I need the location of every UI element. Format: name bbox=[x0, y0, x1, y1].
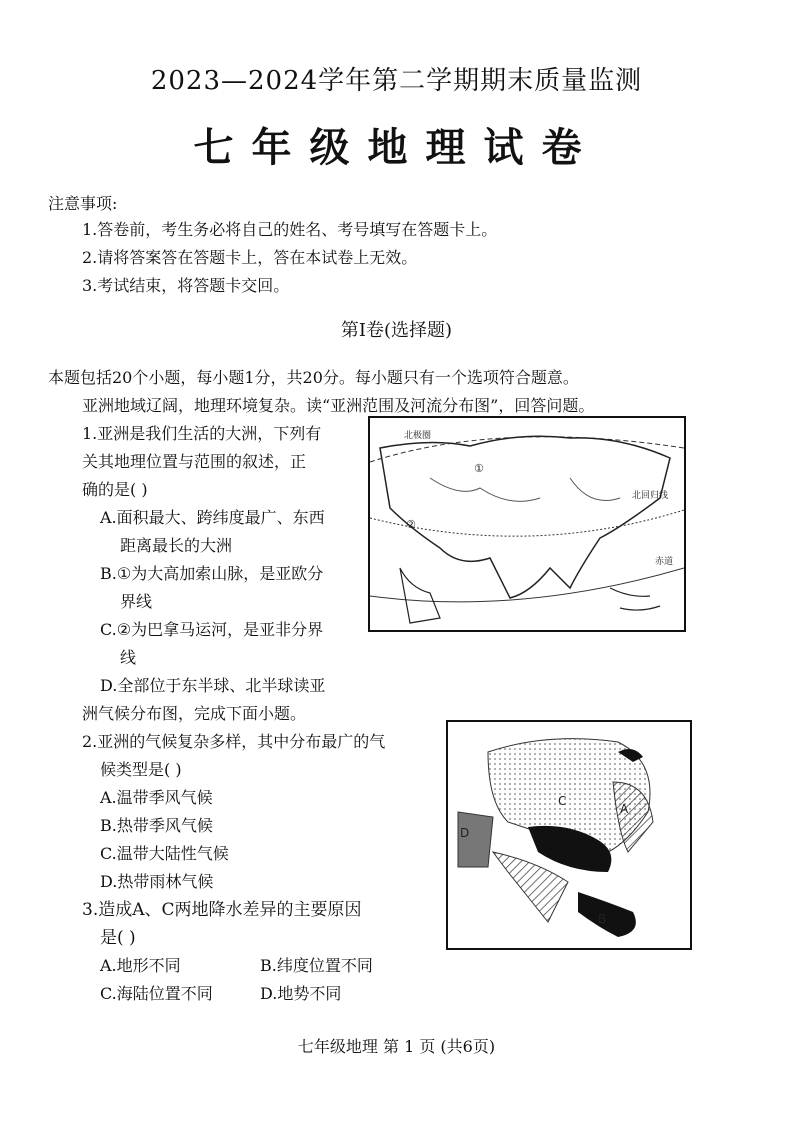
arctic-circle-label: 北极圈 bbox=[404, 431, 432, 441]
climate-label-d: D bbox=[460, 826, 470, 840]
climate-label-c: C bbox=[558, 794, 567, 808]
section-title: 第Ⅰ卷(选择题) bbox=[340, 320, 453, 341]
q2-option-b: B.热带季风气候 bbox=[100, 816, 213, 835]
notice-heading: 注意事项: bbox=[48, 194, 118, 213]
q1-option-d: 洲气候分布图，完成下面小题。 bbox=[82, 704, 307, 723]
q3-option-c: C.海陆位置不同 bbox=[100, 984, 213, 1003]
q1-option-b: 界线 bbox=[120, 592, 153, 611]
q2-stem: 候类型是( ) bbox=[100, 760, 182, 779]
asia-rivers-map-graphic bbox=[370, 418, 684, 630]
q1-option-c: 线 bbox=[120, 648, 137, 667]
q2-option-a: A.温带季风气候 bbox=[100, 788, 213, 807]
section-lead: 亚洲地域辽阔，地理环境复杂。读“亚洲范围及河流分布图”，回答问题。 bbox=[82, 396, 595, 415]
q2-stem: 2.亚洲的气候复杂多样，其中分布最广的气 bbox=[82, 732, 386, 751]
q1-option-a: A.面积最大、跨纬度最广、东西 bbox=[100, 508, 325, 527]
q1-stem: 关其地理位置与范围的叙述，正 bbox=[82, 452, 307, 471]
q1-option-d: D.全部位于东半球、北半球读亚 bbox=[100, 676, 326, 695]
exam-subtitle: 七年级地理试卷 bbox=[193, 124, 600, 171]
asia-climate-map-graphic bbox=[448, 722, 690, 948]
equator-label: 赤道 bbox=[655, 557, 674, 567]
tropic-label: 北回归线 bbox=[632, 491, 669, 501]
q1-stem: 确的是( ) bbox=[82, 480, 148, 499]
climate-label-a: A bbox=[620, 802, 629, 816]
notice-item: 2.请将答案答在答题卡上，答在本试卷上无效。 bbox=[82, 248, 418, 267]
asia-climate-map bbox=[446, 720, 692, 950]
q2-option-c: C.温带大陆性气候 bbox=[100, 844, 229, 863]
q2-option-d: D.热带雨林气候 bbox=[100, 872, 214, 891]
page-footer: 七年级地理 第 1 页 (共6页) bbox=[297, 1037, 496, 1056]
q1-option-b: B.①为大高加索山脉，是亚欧分 bbox=[100, 564, 324, 583]
mark-2: ② bbox=[406, 518, 416, 531]
exam-title: 2023—2024学年第二学期期末质量监测 bbox=[150, 66, 643, 96]
q3-option-a: A.地形不同 bbox=[100, 956, 181, 975]
q3-stem: 3.造成A、C两地降水差异的主要原因 bbox=[82, 900, 362, 920]
q1-option-a: 距离最长的大洲 bbox=[120, 536, 233, 555]
mark-1: ① bbox=[474, 462, 484, 475]
q3-option-b: B.纬度位置不同 bbox=[260, 956, 373, 975]
section-intro: 本题包括20个小题，每小题1分，共20分。每小题只有一个选项符合题意。 bbox=[48, 368, 579, 387]
notice-item: 3.考试结束，将答题卡交回。 bbox=[82, 276, 290, 295]
notice-item: 1.答卷前，考生务必将自己的姓名、考号填写在答题卡上。 bbox=[82, 220, 498, 239]
q1-option-c: C.②为巴拿马运河，是亚非分界 bbox=[100, 620, 324, 639]
q3-stem: 是( ) bbox=[100, 928, 136, 948]
q3-option-d: D.地势不同 bbox=[260, 984, 342, 1003]
asia-rivers-map bbox=[368, 416, 686, 632]
q1-stem: 1.亚洲是我们生活的大洲，下列有 bbox=[82, 424, 322, 443]
climate-label-b: B bbox=[598, 912, 607, 926]
